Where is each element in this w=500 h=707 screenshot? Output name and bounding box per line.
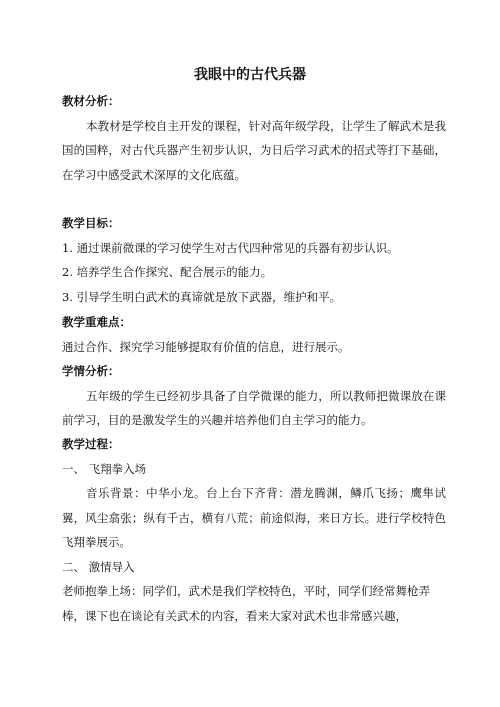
list-item: 1. 通过课前微课的学习使学生对古代四种常见的兵器有初步认识。 [62,240,399,255]
section-student-analysis [62,359,446,433]
step-title: 二、 激情导入 [62,559,135,574]
section-heading: 教材分析： [62,94,120,108]
document-title: 我眼中的古代兵器 [194,67,306,83]
section-teaching-goals [62,211,446,309]
list-item: 3. 引导学生明白武术的真谛就是放下武器，维护和平。 [62,289,342,304]
paragraph: 本教材是学校自主开发的课程，针对高年级学段，让学生了解武术是我国的国粹，对古代兵器产生初步认识，为日后学习武术的招式等打下基础，在学习中感受武术深厚的文化底蕴。 [62,118,446,182]
paragraph: 老师抱拳上场：同学们，武术是我们学校特色，平时，同学们经常舞枪弄棒，课下也在谈论有关武术的内容，看来大家对武术也非常感兴趣， [62,584,430,623]
section-heading: 学情分析： [62,364,120,378]
section-teaching-process [62,432,446,628]
section-key-points [62,310,446,359]
section-heading: 教学重难点： [62,315,131,329]
section-heading: 教学目标： [62,216,120,230]
paragraph: 音乐背景：中华小龙。台上台下齐背：潜龙腾渊，鳞爪飞扬；鹰隼试翼，风尘翕张；纵有千古，横有八荒；前途似海，来日方长。进行学校特色飞翔拳展示。 [62,486,446,549]
list-item: 2. 培养学生合作探究、配合展示的能力。 [62,265,273,279]
paragraph: 通过合作、探究学习能够提取有价值的信息，进行展示。 [62,339,350,354]
section-heading: 教学过程： [62,437,120,451]
paragraph: 五年级的学生已经初步具备了自学微课的能力，所以教师把微课放在课前学习，目的是激发学生的兴趣并培养他们自主学习的能力。 [62,388,446,427]
section-material-analysis [62,89,446,187]
step-title: 一、 飞翔拳入场 [62,461,147,476]
